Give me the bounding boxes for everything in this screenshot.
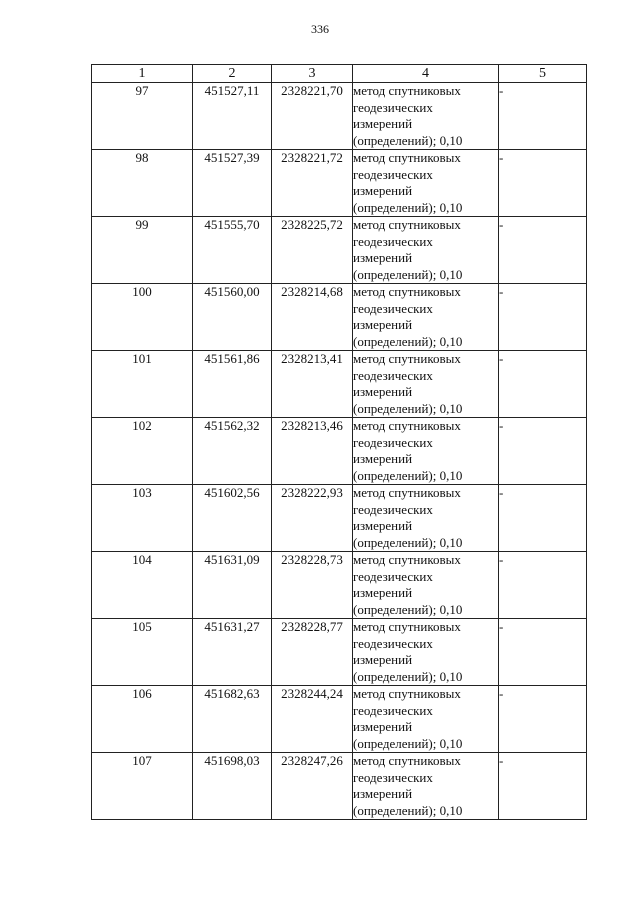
x-coordinate-cell: 451698,03 bbox=[193, 753, 272, 820]
method-line: (определений); 0,10 bbox=[353, 802, 463, 818]
point-number-cell: 103 bbox=[92, 485, 193, 552]
method-cell bbox=[353, 284, 499, 351]
y-coordinate-cell: 2328225,72 bbox=[272, 217, 353, 284]
y-coordinate-cell: 2328228,77 bbox=[272, 619, 353, 686]
page-number: 336 bbox=[311, 22, 329, 36]
method-line: метод спутниковых bbox=[353, 351, 461, 366]
method-line: (определений); 0,10 bbox=[353, 266, 463, 282]
method-cell bbox=[353, 83, 499, 150]
method-line: (определений); 0,10 bbox=[353, 199, 463, 215]
method-line: геодезических bbox=[353, 434, 433, 450]
method-line: (определений); 0,10 bbox=[353, 400, 463, 416]
method-cell bbox=[353, 552, 499, 619]
table-row bbox=[92, 418, 587, 485]
method-line: измерений bbox=[353, 585, 413, 600]
y-coordinate-cell: 2328214,68 bbox=[272, 284, 353, 351]
table-row bbox=[92, 83, 587, 150]
x-coordinate-cell: 451560,00 bbox=[193, 284, 272, 351]
method-line: геодезических bbox=[353, 233, 433, 249]
method-cell bbox=[353, 485, 499, 552]
method-line: геодезических bbox=[353, 702, 433, 718]
method-cell bbox=[353, 619, 499, 686]
table-row bbox=[92, 485, 587, 552]
x-coordinate-cell: 451555,70 bbox=[193, 217, 272, 284]
x-coordinate-cell: 451561,86 bbox=[193, 351, 272, 418]
method-line: геодезических bbox=[353, 501, 433, 517]
method-line: метод спутниковых bbox=[353, 83, 461, 98]
y-coordinate-cell: 2328228,73 bbox=[272, 552, 353, 619]
method-line: (определений); 0,10 bbox=[353, 601, 463, 617]
point-number-cell: 100 bbox=[92, 284, 193, 351]
y-coordinate-cell: 2328221,70 bbox=[272, 83, 353, 150]
method-cell bbox=[353, 753, 499, 820]
point-number-cell: 105 bbox=[92, 619, 193, 686]
method-line: (определений); 0,10 bbox=[353, 467, 463, 483]
column-header: 3 bbox=[272, 65, 353, 83]
method-cell bbox=[353, 217, 499, 284]
point-number-cell: 104 bbox=[92, 552, 193, 619]
x-coordinate-cell: 451682,63 bbox=[193, 686, 272, 753]
method-line: измерений bbox=[353, 719, 413, 734]
method-line: (определений); 0,10 bbox=[353, 668, 463, 684]
note-cell: - bbox=[499, 552, 587, 619]
point-number-cell: 107 bbox=[92, 753, 193, 820]
method-line: измерений bbox=[353, 250, 413, 265]
method-line: метод спутниковых bbox=[353, 619, 461, 634]
method-line: метод спутниковых bbox=[353, 753, 461, 768]
method-cell bbox=[353, 351, 499, 418]
x-coordinate-cell: 451602,56 bbox=[193, 485, 272, 552]
method-line: геодезических bbox=[353, 635, 433, 651]
method-line: (определений); 0,10 bbox=[353, 735, 463, 751]
note-cell: - bbox=[499, 753, 587, 820]
table-row bbox=[92, 150, 587, 217]
method-cell bbox=[353, 150, 499, 217]
y-coordinate-cell: 2328213,41 bbox=[272, 351, 353, 418]
method-cell bbox=[353, 686, 499, 753]
method-line: метод спутниковых bbox=[353, 686, 461, 701]
note-cell: - bbox=[499, 485, 587, 552]
x-coordinate-cell: 451631,27 bbox=[193, 619, 272, 686]
method-line: геодезических bbox=[353, 367, 433, 383]
y-coordinate-cell: 2328244,24 bbox=[272, 686, 353, 753]
table-body bbox=[92, 83, 587, 820]
table-row bbox=[92, 753, 587, 820]
note-cell: - bbox=[499, 217, 587, 284]
x-coordinate-cell: 451527,11 bbox=[193, 83, 272, 150]
method-line: (определений); 0,10 bbox=[353, 333, 463, 349]
method-line: геодезических bbox=[353, 769, 433, 785]
point-number-cell: 102 bbox=[92, 418, 193, 485]
note-cell: - bbox=[499, 686, 587, 753]
method-line: метод спутниковых bbox=[353, 418, 461, 433]
method-line: метод спутниковых bbox=[353, 485, 461, 500]
column-header: 2 bbox=[193, 65, 272, 83]
method-line: метод спутниковых bbox=[353, 150, 461, 165]
method-line: измерений bbox=[353, 317, 413, 332]
method-line: измерений bbox=[353, 786, 413, 801]
column-header: 5 bbox=[499, 65, 587, 83]
point-number-cell: 101 bbox=[92, 351, 193, 418]
method-line: измерений bbox=[353, 518, 413, 533]
x-coordinate-cell: 451562,32 bbox=[193, 418, 272, 485]
note-cell: - bbox=[499, 351, 587, 418]
table-row bbox=[92, 284, 587, 351]
method-line: геодезических bbox=[353, 99, 433, 115]
method-line: геодезических bbox=[353, 568, 433, 584]
method-line: (определений); 0,10 bbox=[353, 132, 463, 148]
method-line: измерений bbox=[353, 384, 413, 399]
x-coordinate-cell: 451527,39 bbox=[193, 150, 272, 217]
point-number-cell: 98 bbox=[92, 150, 193, 217]
table-header-row bbox=[92, 65, 587, 83]
method-line: измерений bbox=[353, 116, 413, 131]
table-row bbox=[92, 619, 587, 686]
method-line: метод спутниковых bbox=[353, 217, 461, 232]
note-cell: - bbox=[499, 83, 587, 150]
note-cell: - bbox=[499, 418, 587, 485]
note-cell: - bbox=[499, 150, 587, 217]
y-coordinate-cell: 2328222,93 bbox=[272, 485, 353, 552]
column-header: 4 bbox=[353, 65, 499, 83]
method-line: метод спутниковых bbox=[353, 284, 461, 299]
y-coordinate-cell: 2328221,72 bbox=[272, 150, 353, 217]
table-row bbox=[92, 217, 587, 284]
method-line: измерений bbox=[353, 183, 413, 198]
method-line: метод спутниковых bbox=[353, 552, 461, 567]
method-line: геодезических bbox=[353, 166, 433, 182]
y-coordinate-cell: 2328213,46 bbox=[272, 418, 353, 485]
method-cell bbox=[353, 418, 499, 485]
point-number-cell: 106 bbox=[92, 686, 193, 753]
coordinates-table bbox=[91, 64, 587, 820]
table-row bbox=[92, 351, 587, 418]
y-coordinate-cell: 2328247,26 bbox=[272, 753, 353, 820]
point-number-cell: 97 bbox=[92, 83, 193, 150]
point-number-cell: 99 bbox=[92, 217, 193, 284]
method-line: измерений bbox=[353, 451, 413, 466]
method-line: геодезических bbox=[353, 300, 433, 316]
method-line: измерений bbox=[353, 652, 413, 667]
note-cell: - bbox=[499, 284, 587, 351]
method-line: (определений); 0,10 bbox=[353, 534, 463, 550]
note-cell: - bbox=[499, 619, 587, 686]
table-row bbox=[92, 552, 587, 619]
x-coordinate-cell: 451631,09 bbox=[193, 552, 272, 619]
table-row bbox=[92, 686, 587, 753]
column-header: 1 bbox=[92, 65, 193, 83]
